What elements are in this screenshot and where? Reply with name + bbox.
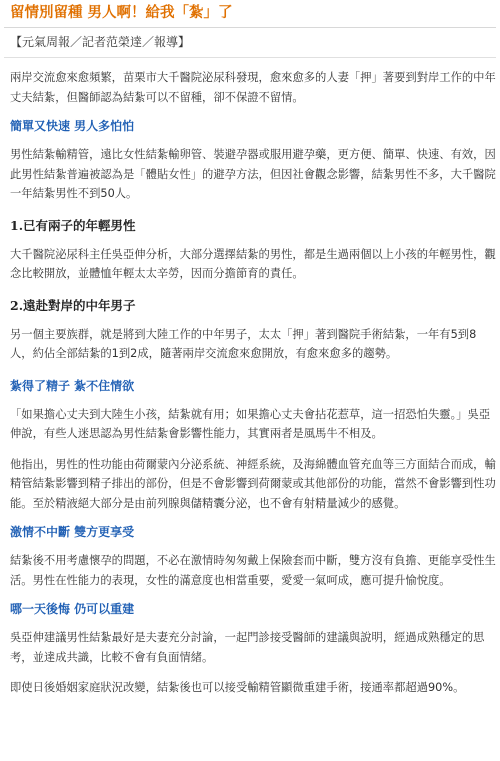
paragraph-s5: 結紮後不用考慮懷孕的問題，不必在激情時匆匆戴上保險套而中斷，雙方沒有負擔、更能享受性生活。男性在性能力的表現，女性的滿意度也相當重要，愛愛一氣呵成，應可提升愉悅度。 bbox=[10, 554, 496, 587]
paragraph-s4-1: 「如果擔心丈夫到大陸生小孩，結紮就有用；如果擔心丈夫會拈花惹草，這一招恐怕失靈。」吳亞伸說，有些人迷思認為男性結紮會影響性能力，其實兩者是風馬牛不相及。 bbox=[10, 407, 491, 440]
section-heading-simple-fast: 簡單又快速 男人多怕怕 bbox=[10, 119, 135, 133]
paragraph-s3: 另一個主要族群，就是將到大陸工作的中年男子，太太「押」著到醫院手術結紮，一年有5到8人，約佔全部結紮的1到2成，隨著兩岸交流愈來愈開放，有愈來愈多的趨勢。 bbox=[10, 327, 477, 360]
paragraph-s6-2: 即使日後婚姻家庭狀況改變，結紮後也可以接受輸精管顯微重建手術，接通率都超過90%。 bbox=[10, 681, 465, 694]
article-source: 【元氣周報／記者范榮達／報導】 bbox=[10, 35, 191, 49]
section-heading-desire: 紮得了精子 紮不住情欲 bbox=[10, 378, 135, 393]
section-heading-passion: 激情不中斷 雙方更享受 bbox=[10, 525, 135, 539]
section-heading-middle-aged-men: 2.遠赴對岸的中年男子 bbox=[10, 297, 136, 313]
article-title: 留情別留種 男人啊！給我「紮」了 bbox=[4, 0, 496, 28]
intro-paragraph: 兩岸交流愈來愈頻繁，苗栗市大千醫院泌尿科發現，愈來愈多的人妻「押」著要到對岸工作的中年丈夫結紮，但醫師認為結紮可以不留種，卻不保證不留情。 bbox=[10, 71, 496, 104]
section-heading-young-men: 1.已有兩子的年輕男性 bbox=[10, 217, 136, 233]
paragraph-s2: 大千醫院泌尿科主任吳亞伸分析，大部分選擇結紮的男性，都是生過兩個以上小孩的年輕男性，觀念比較開放，並體恤年輕太太辛勞，因而分擔節育的責任。 bbox=[10, 247, 496, 280]
paragraph-s6-1: 吳亞伸建議男性結紮最好是夫妻充分討論，一起門診接受醫師的建議與說明，經過成熟穩定的思考，並達成共識，比較不會有負面情緒。 bbox=[10, 631, 485, 664]
paragraph-s4-2: 他指出，男性的性功能由荷爾蒙內分泌系統、神經系統，及海綿體血管充血等三方面結合而成，輸精管結紮影響到精子排出的部份，但是不會影響到荷爾蒙或其他部份的功能，當然不會影響到性功能。至於精液絕大部分是由前列腺與儲精囊分泌，也不會有射精量減少的感覺。 bbox=[10, 457, 496, 510]
section-heading-reconstruction: 哪一天後悔 仍可以重建 bbox=[10, 602, 135, 616]
paragraph-s1: 男性結紮輸精管，遠比女性結紮輸卵管、裝避孕器或服用避孕藥，更方便、簡單、快速、有效，因此男性結紮普遍被認為是「體貼女性」的避孕方法，但因社會觀念影響，結紮男性不多，大千醫院一年結紮男性不到50人。 bbox=[10, 148, 496, 200]
